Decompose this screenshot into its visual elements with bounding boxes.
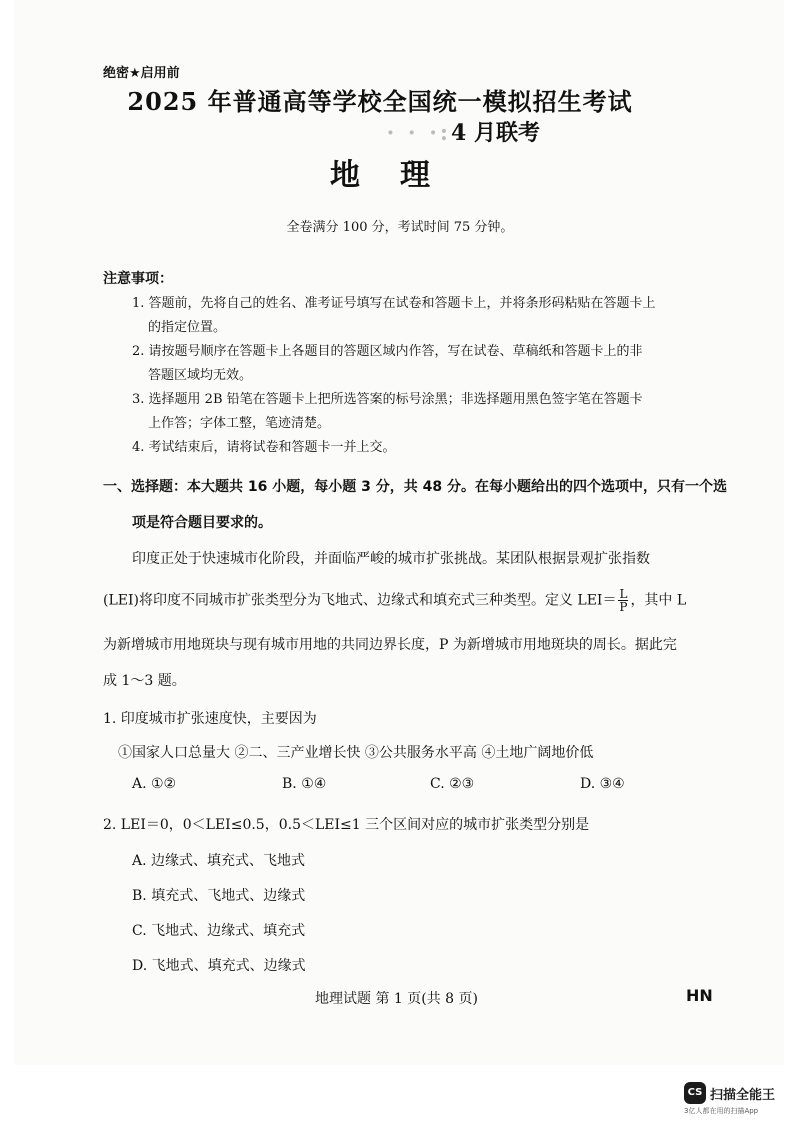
subtitle-text: 4 月联考 (451, 120, 540, 146)
subtitle-blurred: · · ·: (386, 120, 452, 146)
notice-line: 4. 考试结束后，请将试卷和答题卡一并上交。 (132, 440, 396, 455)
option-a: A. ①② (132, 776, 177, 792)
region-code: HN (686, 986, 713, 1005)
notice-line: 1. 答题前，先将自己的姓名、准考证号填写在试卷和答题卡上，并将条形码粘贴在答题卡上 (132, 296, 656, 311)
option-b: B. ①④ (282, 776, 327, 792)
fraction-denominator: P (619, 600, 628, 614)
notice-line: 答题区域均无效。 (148, 368, 253, 383)
notice-line: 的指定位置。 (148, 320, 227, 335)
question-stem: 1. 印度城市扩张速度快，主要因为 (103, 711, 317, 727)
question-items: ①国家人口总量大 ②二、三产业增长快 ③公共服务水平高 ④土地广阔地价低 (118, 745, 594, 761)
scanner-watermark (684, 1078, 792, 1118)
lei-fraction (618, 588, 628, 613)
page-footer: 地理试题 第 1 页(共 8 页) (315, 991, 478, 1007)
material-line: 成 1～3 题。 (103, 673, 186, 689)
option-c: C. 飞地式、边缘式、填充式 (132, 923, 306, 939)
question-stem: 2. LEI＝0，0＜LEI≤0.5，0.5＜LEI≤1 三个区间对应的城市扩张类型分别是 (103, 817, 590, 833)
material-line: 印度正处于快速城市化阶段，并面临严峻的城市扩张挑战。某团队根据景观扩张指数 (132, 551, 650, 567)
option-c: C. ②③ (430, 776, 475, 792)
notice-heading: 注意事项： (103, 271, 173, 287)
material-text: ，其中 L (630, 592, 687, 609)
camscanner-icon: CS (684, 1082, 706, 1104)
notice-line: 2. 请按题号顺序在答题卡上各题目的答题区域内作答，写在试卷、草稿纸和答题卡上的非 (132, 344, 643, 359)
exam-title: 2025 年普通高等学校全国统一模拟招生考试 (127, 87, 633, 116)
material-line (103, 588, 686, 613)
material-text: (LEI)将印度不同城市扩张类型分为飞地式、边缘式和填充式三种类型。定义 LEI＝ (103, 592, 617, 609)
notice-line: 3. 选择题用 2B 铅笔在答题卡上把所选答案的标号涂黑；非选择题用黑色签字笔在答题卡 (132, 392, 643, 407)
secret-label: 绝密★启用前 (103, 66, 180, 81)
exam-subtitle (280, 116, 540, 147)
fraction-numerator: L (619, 587, 628, 601)
option-d: D. 飞地式、填充式、边缘式 (132, 958, 306, 974)
option-a: A. 边缘式、填充式、飞地式 (132, 853, 306, 869)
material-line: 为新增城市用地斑块与现有城市用地的共同边界长度，P 为新增城市用地斑块的周长。据此完 (103, 637, 677, 653)
notice-line: 上作答；字体工整，笔迹清楚。 (148, 416, 331, 431)
scanner-name: 扫描全能王 (710, 1088, 776, 1103)
subject-title: 地理 (330, 158, 470, 193)
option-b: B. 填充式、飞地式、边缘式 (132, 888, 306, 904)
section-heading-cont: 项是符合题目要求的。 (132, 515, 272, 531)
section-heading: 一、选择题：本大题共 16 小题，每小题 3 分，共 48 分。在每小题给出的四个选项中，只有一个选 (103, 479, 727, 495)
option-d: D. ③④ (580, 776, 625, 792)
score-note: 全卷满分 100 分，考试时间 75 分钟。 (286, 220, 514, 235)
scanner-tagline: 3亿人都在用的扫描App (684, 1107, 759, 1115)
